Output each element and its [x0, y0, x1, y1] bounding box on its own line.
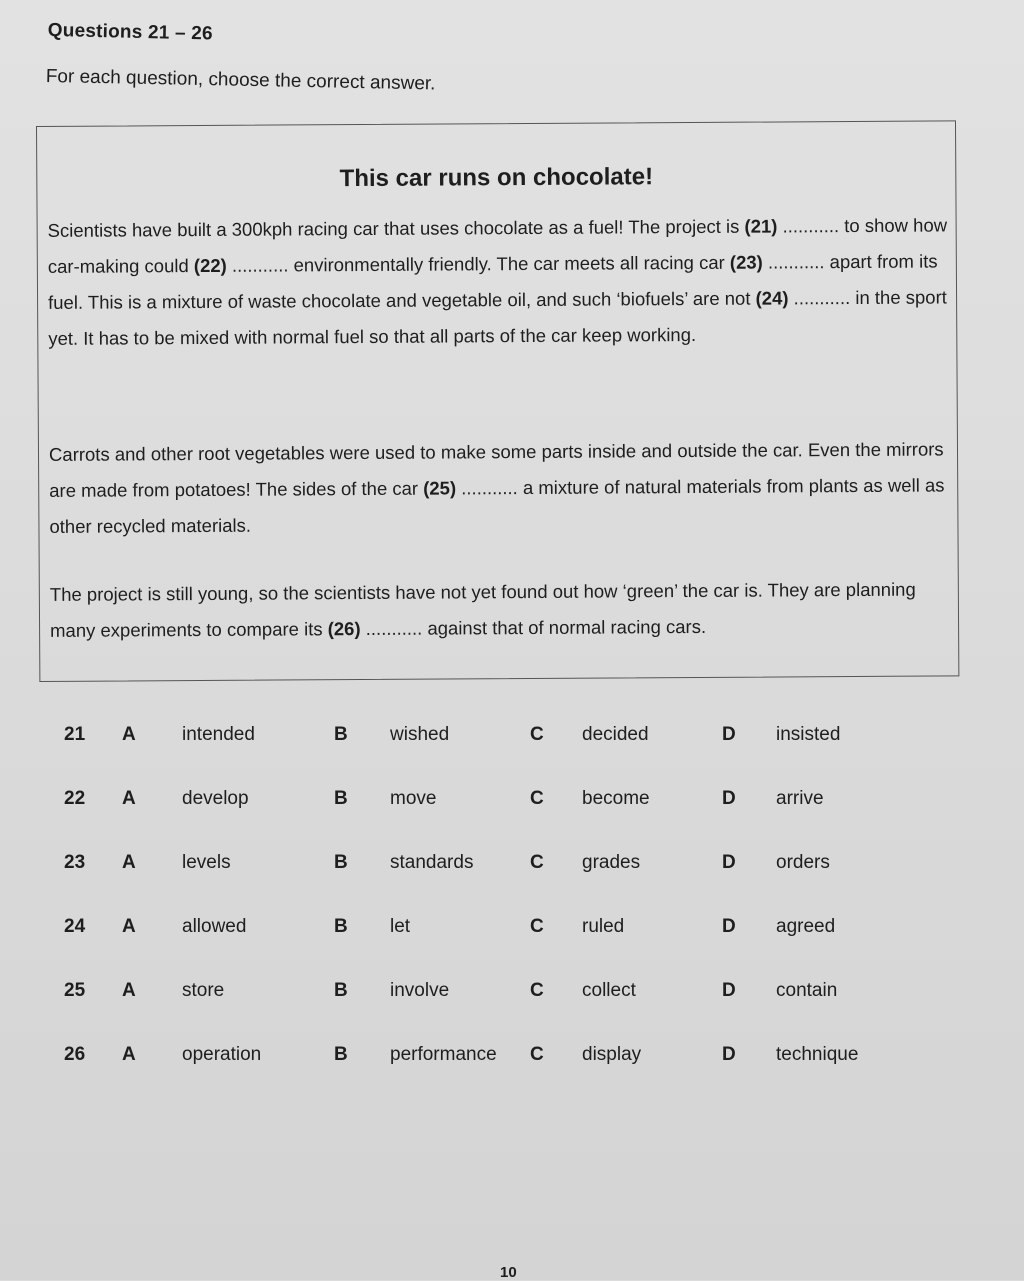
question-number: 25: [64, 980, 86, 1001]
option-letter-a: A: [122, 852, 136, 873]
paragraph-text: Carrots and other root vegetables were used to make some parts inside and outside the car. Even the mirrors are made from potatoes! The sides of the car: [48, 438, 944, 501]
option-b[interactable]: let: [390, 916, 411, 937]
instruction-text: For each question, choose the correct answer.: [45, 66, 436, 95]
option-c[interactable]: grades: [582, 852, 641, 873]
option-b[interactable]: performance: [390, 1044, 497, 1065]
question-row: [60, 838, 940, 902]
option-c[interactable]: become: [582, 788, 650, 809]
option-d[interactable]: arrive: [776, 788, 824, 809]
answer-options: [60, 710, 940, 1094]
question-row: [60, 902, 940, 966]
option-letter-c: C: [530, 980, 544, 1001]
question-row: [60, 966, 940, 1030]
paragraph-text: ........... to show how car-making could: [47, 214, 948, 277]
question-number: 26: [64, 1044, 86, 1065]
option-letter-c: C: [530, 1044, 544, 1065]
option-letter-d: D: [722, 724, 736, 745]
passage-paragraph-2: [49, 431, 950, 544]
question-number: 24: [64, 916, 86, 937]
paragraph-text: ........... a mixture of natural materials from plants as well as other recycled materials.: [49, 474, 945, 537]
gap-marker-21: (21): [744, 215, 778, 237]
gap-marker-26: (26): [327, 618, 361, 640]
option-letter-d: D: [722, 852, 736, 873]
gap-marker-22: (22): [193, 254, 227, 277]
option-c[interactable]: collect: [582, 980, 636, 1001]
option-letter-d: D: [722, 1044, 736, 1065]
paragraph-text: ........... in the sport yet. It has to be mixed with normal fuel so that all parts of the car keep working.: [48, 286, 947, 349]
question-row: [60, 774, 940, 838]
option-d[interactable]: technique: [776, 1044, 859, 1065]
option-b[interactable]: involve: [390, 980, 450, 1001]
option-letter-a: A: [122, 980, 136, 1001]
questions-heading: Questions 21 – 26: [47, 20, 213, 45]
option-b[interactable]: wished: [390, 724, 450, 745]
option-letter-d: D: [722, 980, 736, 1001]
paragraph-text: ........... against that of normal racing cars.: [360, 615, 707, 640]
passage-paragraph-3: [50, 571, 950, 648]
option-a[interactable]: operation: [182, 1044, 262, 1065]
option-a[interactable]: intended: [182, 724, 255, 745]
question-number: 21: [64, 724, 86, 745]
option-c[interactable]: display: [582, 1044, 642, 1065]
paragraph-text: ........... apart from its fuel. This is a mixture of waste chocolate and vegetable oil, and such ‘biofuels’ are not: [48, 250, 938, 313]
passage-paragraph-1: [48, 207, 949, 356]
option-letter-c: C: [530, 852, 544, 873]
option-d[interactable]: orders: [776, 852, 830, 873]
option-letter-b: B: [334, 1044, 348, 1065]
option-letter-c: C: [530, 724, 544, 745]
paragraph-text: ........... environmentally friendly. The car meets all racing car: [226, 251, 730, 276]
option-a[interactable]: allowed: [182, 916, 247, 937]
option-a[interactable]: store: [182, 980, 225, 1001]
option-letter-b: B: [334, 852, 348, 873]
option-d[interactable]: agreed: [776, 916, 836, 937]
question-row: [60, 710, 940, 774]
option-c[interactable]: ruled: [582, 916, 625, 937]
option-letter-b: B: [334, 916, 348, 937]
option-a[interactable]: develop: [182, 788, 249, 809]
passage-box: [36, 120, 959, 682]
option-letter-a: A: [122, 916, 136, 937]
option-letter-a: A: [122, 724, 136, 745]
option-letter-b: B: [334, 980, 348, 1001]
option-d[interactable]: contain: [776, 980, 838, 1001]
question-number: 23: [64, 852, 86, 873]
option-d[interactable]: insisted: [776, 724, 841, 745]
question-row: [60, 1030, 940, 1094]
paragraph-text: Scientists have built a 300kph racing car that uses chocolate as a fuel! The project is: [47, 215, 745, 241]
page-number: 10: [500, 1264, 517, 1281]
option-c[interactable]: decided: [582, 724, 649, 745]
gap-marker-25: (25): [423, 477, 457, 499]
option-a[interactable]: levels: [182, 852, 231, 873]
option-letter-c: C: [530, 788, 544, 809]
gap-marker-24: (24): [755, 287, 789, 309]
option-letter-c: C: [530, 916, 544, 937]
option-letter-b: B: [334, 788, 348, 809]
option-b[interactable]: standards: [390, 852, 474, 873]
paragraph-text: The project is still young, so the scientists have not yet found out how ‘green’ the car is. They are planning many experiments to compare its: [49, 578, 916, 641]
option-letter-a: A: [122, 788, 136, 809]
option-letter-d: D: [722, 788, 736, 809]
option-letter-b: B: [334, 724, 348, 745]
option-b[interactable]: move: [390, 788, 437, 809]
passage-title: This car runs on chocolate!: [339, 163, 654, 193]
option-letter-d: D: [722, 916, 736, 937]
option-letter-a: A: [122, 1044, 136, 1065]
gap-marker-23: (23): [729, 251, 763, 273]
question-number: 22: [64, 788, 86, 809]
